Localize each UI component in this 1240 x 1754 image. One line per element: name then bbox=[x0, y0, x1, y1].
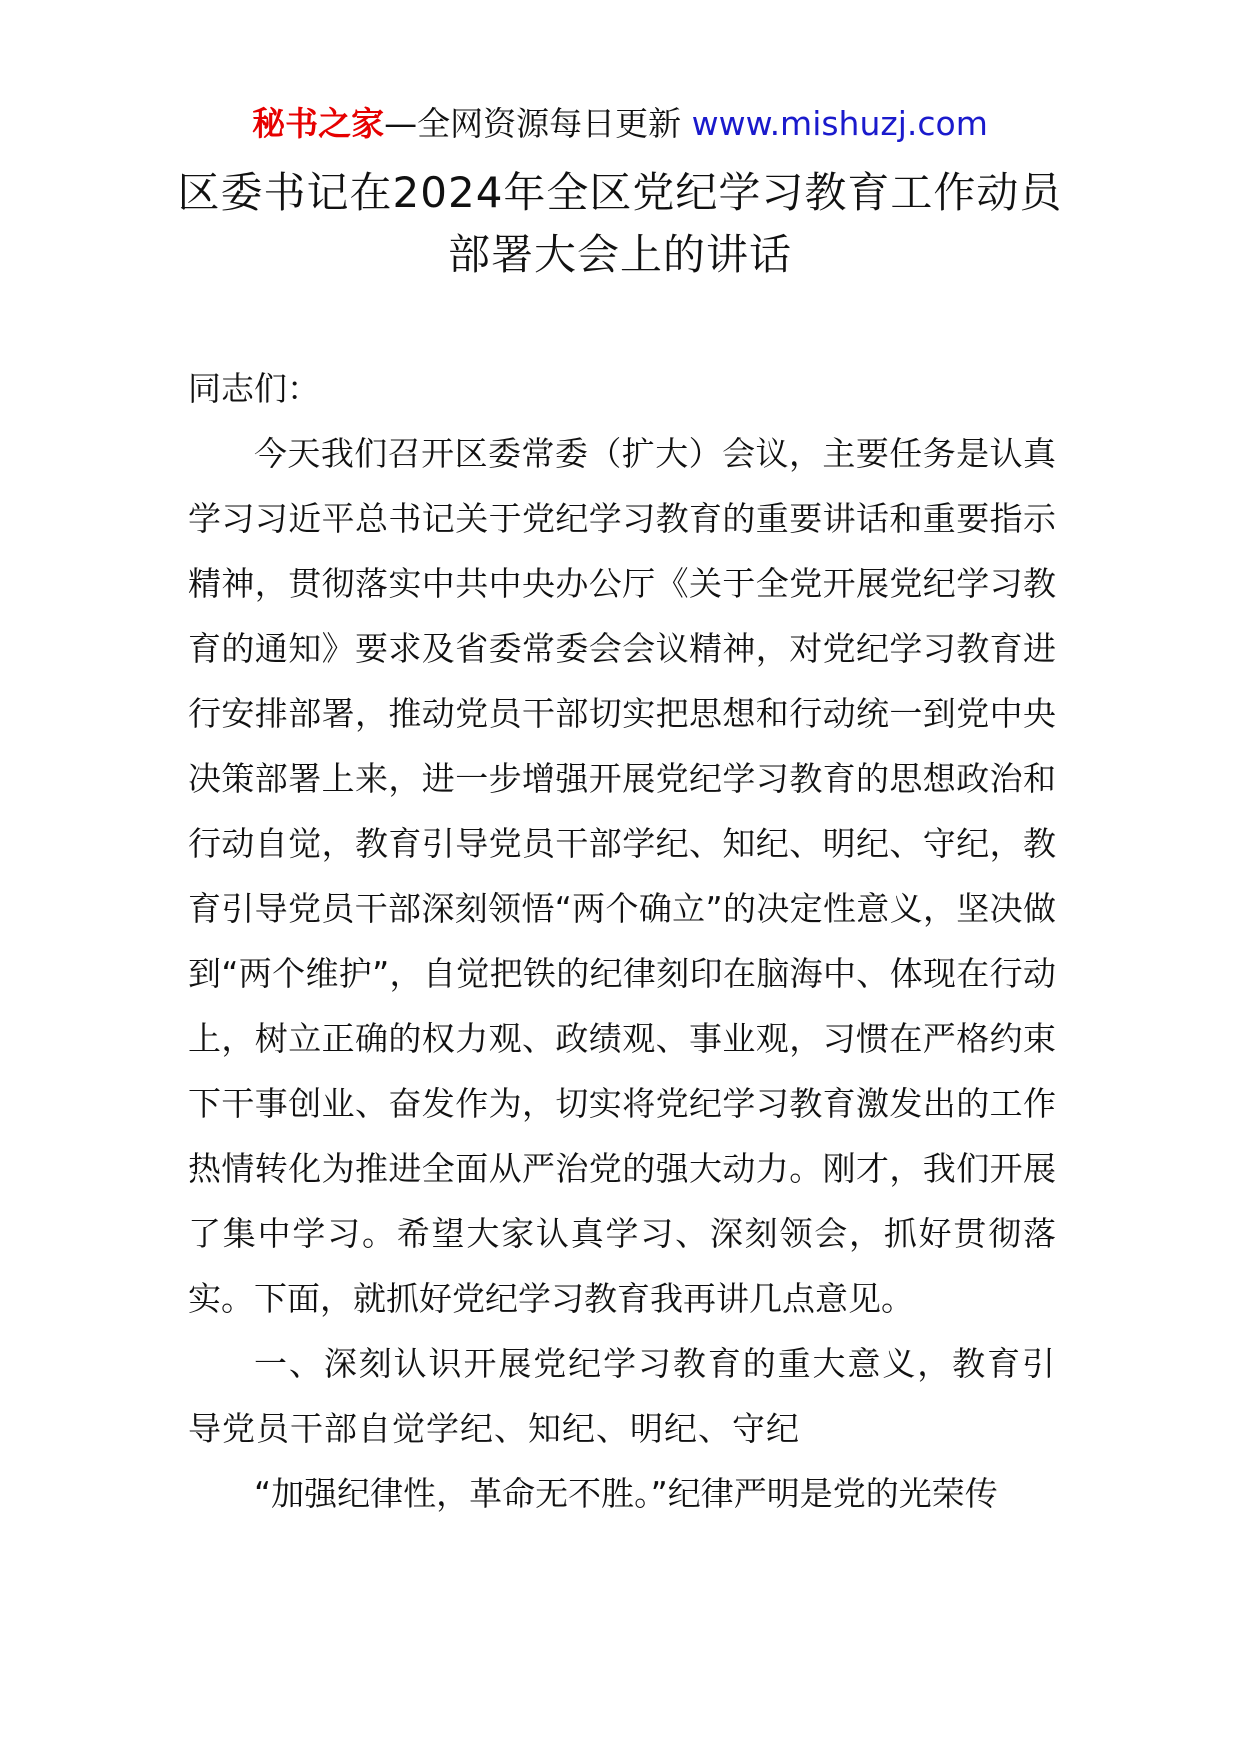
brand-slogan: —全网资源每日更新 bbox=[384, 104, 682, 143]
title-line-1: 区委书记在2024年全区党纪学习教育工作动员 bbox=[177, 168, 1063, 217]
document-title bbox=[0, 162, 1240, 286]
body-paragraph: “加强纪律性，革命无不胜。”纪律严明是党的光荣传 bbox=[254, 1474, 998, 1513]
title-line-2: 部署大会上的讲话 bbox=[447, 230, 792, 279]
website-link[interactable]: www.mishuzj.com bbox=[691, 104, 988, 143]
watermark-banner bbox=[0, 100, 1240, 148]
brand-name: 秘书之家 bbox=[252, 104, 385, 143]
document-body bbox=[188, 356, 1056, 1526]
salutation: 同志们： bbox=[188, 369, 320, 408]
body-paragraph: 今天我们召开区委常委（扩大）会议，主要任务是认真学习习近平总书记关于党纪学习教育的重要讲话和重要指示精神，贯彻落实中共中央办公厅《关于全党开展党纪学习教育的通知》要求及省委常委会会议精神，对党纪学习教育进行安排部署，推动党员干部切实把思想和行动统一到党中央决策部署上来，进一步增强开展党纪学习教育的思想政治和行动自觉，教育引导党员干部学纪、知纪、明纪、守纪，教育引导党员干部深刻领悟“两个确立”的决定性意义，坚决做到“两个维护”，自觉把铁的纪律刻印在脑海中、体现在行动上，树立正确的权力观、政绩观、事业观，习惯在严格约束下干事创业、奋发作为，切实将党纪学习教育激发出的工作热情转化为推进全面从严治党的强大动力。刚才，我们开展了集中学习。希望大家认真学习、深刻领会，抓好贯彻落实。下面，就抓好党纪学习教育我再讲几点意见。 bbox=[188, 434, 1056, 1318]
section-heading: 一、深刻认识开展党纪学习教育的重大意义，教育引导党员干部自觉学纪、知纪、明纪、守纪 bbox=[188, 1344, 1056, 1448]
